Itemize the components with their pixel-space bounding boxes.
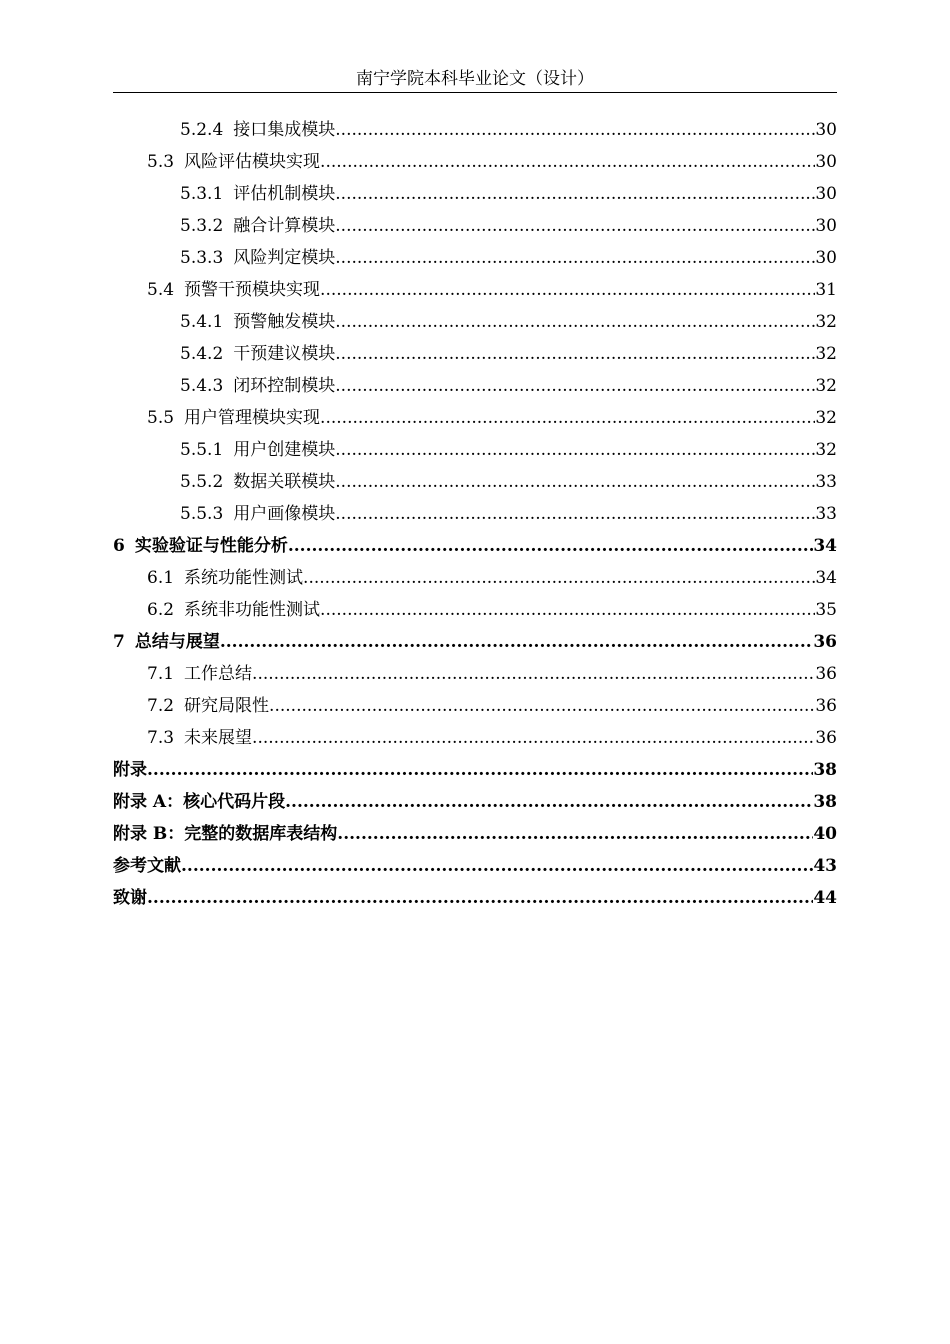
toc-page-number: 30 — [815, 120, 837, 140]
toc-title: 附录 — [113, 760, 147, 780]
toc-title: 预警干预模块实现 — [184, 280, 321, 300]
toc-number: 5.3.1 — [180, 184, 224, 204]
toc-page-number: 40 — [813, 824, 837, 844]
toc-page-number: 33 — [815, 504, 837, 524]
dot-leader — [335, 466, 815, 498]
toc-title: 参考文献 — [113, 856, 181, 876]
dot-leader — [335, 370, 815, 402]
toc-title: 系统非功能性测试 — [184, 600, 321, 620]
toc-entry[interactable] — [113, 722, 837, 754]
toc-chapter-entry[interactable] — [113, 818, 837, 850]
table-of-contents — [113, 114, 837, 914]
toc-chapter-entry[interactable] — [113, 786, 837, 818]
toc-number: 5.3 — [147, 152, 175, 172]
toc-entry[interactable] — [113, 658, 837, 690]
toc-entry[interactable] — [113, 370, 837, 402]
toc-entry[interactable] — [113, 562, 837, 594]
toc-page-number: 36 — [815, 696, 837, 716]
dot-leader — [335, 242, 815, 274]
toc-title: 总结与展望 — [134, 632, 220, 652]
dot-leader — [337, 818, 813, 850]
toc-entry[interactable] — [113, 306, 837, 338]
toc-page-number: 43 — [813, 856, 837, 876]
toc-number: 7.1 — [147, 664, 175, 684]
toc-number: 6.1 — [147, 568, 175, 588]
toc-number: 5.4 — [147, 280, 175, 300]
toc-number: 5.5.3 — [180, 504, 224, 524]
toc-title: 风险判定模块 — [233, 248, 336, 268]
toc-number: 7.3 — [147, 728, 175, 748]
toc-title: 未来展望 — [184, 728, 253, 748]
toc-number: 5.2.4 — [180, 120, 224, 140]
toc-number: 5.5 — [147, 408, 175, 428]
toc-title: 数据关联模块 — [233, 472, 336, 492]
toc-title: 附录 A：核心代码片段 — [113, 792, 286, 812]
toc-page-number: 44 — [813, 888, 837, 908]
toc-entry[interactable] — [113, 178, 837, 210]
toc-page-number: 33 — [815, 472, 837, 492]
toc-title: 工作总结 — [184, 664, 253, 684]
toc-page-number: 35 — [815, 600, 837, 620]
dot-leader — [335, 498, 815, 530]
dot-leader — [147, 882, 813, 914]
toc-number: 5.3.2 — [180, 216, 224, 236]
dot-leader — [252, 658, 815, 690]
dot-leader — [335, 114, 815, 146]
toc-entry[interactable] — [113, 210, 837, 242]
toc-page-number: 34 — [815, 568, 837, 588]
toc-page-number: 32 — [815, 408, 837, 428]
toc-number: 5.5.2 — [180, 472, 224, 492]
toc-title: 附录 B：完整的数据库表结构 — [113, 824, 338, 844]
dot-leader — [335, 306, 815, 338]
toc-number: 7.2 — [147, 696, 175, 716]
toc-page-number: 31 — [815, 280, 837, 300]
toc-title: 用户画像模块 — [233, 504, 336, 524]
toc-title: 预警触发模块 — [233, 312, 336, 332]
dot-leader — [147, 754, 813, 786]
toc-page-number: 34 — [813, 536, 837, 556]
toc-number: 5.4.2 — [180, 344, 224, 364]
toc-entry[interactable] — [113, 690, 837, 722]
toc-page-number: 32 — [815, 344, 837, 364]
toc-page-number: 36 — [813, 632, 837, 652]
toc-chapter-entry[interactable] — [113, 626, 837, 658]
toc-page-number: 32 — [815, 312, 837, 332]
header-title: 南宁学院本科毕业论文（设计） — [356, 69, 594, 89]
toc-page-number: 30 — [815, 248, 837, 268]
toc-title: 融合计算模块 — [233, 216, 336, 236]
dot-leader — [269, 690, 815, 722]
toc-title: 评估机制模块 — [233, 184, 336, 204]
toc-title: 致谢 — [113, 888, 147, 908]
toc-number: 6 — [113, 536, 125, 556]
toc-entry[interactable] — [113, 242, 837, 274]
dot-leader — [320, 274, 815, 306]
toc-entry[interactable] — [113, 146, 837, 178]
toc-entry[interactable] — [113, 466, 837, 498]
toc-title: 系统功能性测试 — [184, 568, 304, 588]
toc-title: 研究局限性 — [184, 696, 270, 716]
dot-leader — [303, 562, 815, 594]
dot-leader — [220, 626, 813, 658]
dot-leader — [252, 722, 815, 754]
toc-entry[interactable] — [113, 338, 837, 370]
toc-title: 风险评估模块实现 — [184, 152, 321, 172]
toc-entry[interactable] — [113, 402, 837, 434]
dot-leader — [335, 338, 815, 370]
toc-entry[interactable] — [113, 498, 837, 530]
toc-number: 6.2 — [147, 600, 175, 620]
dot-leader — [335, 210, 815, 242]
toc-chapter-entry[interactable] — [113, 882, 837, 914]
toc-entry[interactable] — [113, 114, 837, 146]
toc-page-number: 38 — [813, 792, 837, 812]
dot-leader — [335, 434, 815, 466]
toc-number: 5.4.1 — [180, 312, 224, 332]
dot-leader — [320, 594, 815, 626]
dot-leader — [181, 850, 813, 882]
dot-leader — [320, 402, 815, 434]
page-header — [113, 66, 837, 93]
toc-page-number: 30 — [815, 152, 837, 172]
dot-leader — [335, 178, 815, 210]
toc-entry[interactable] — [113, 594, 837, 626]
toc-page-number: 32 — [815, 376, 837, 396]
dot-leader — [285, 786, 813, 818]
toc-entry[interactable] — [113, 434, 837, 466]
toc-chapter-entry[interactable] — [113, 850, 837, 882]
dot-leader — [320, 146, 815, 178]
toc-entry[interactable] — [113, 274, 837, 306]
toc-title: 用户管理模块实现 — [184, 408, 321, 428]
toc-number: 7 — [113, 632, 125, 652]
toc-page-number: 30 — [815, 184, 837, 204]
toc-chapter-entry[interactable] — [113, 754, 837, 786]
toc-number: 5.3.3 — [180, 248, 224, 268]
toc-page-number: 38 — [813, 760, 837, 780]
toc-page-number: 30 — [815, 216, 837, 236]
toc-title: 用户创建模块 — [233, 440, 336, 460]
toc-title: 闭环控制模块 — [233, 376, 336, 396]
toc-number: 5.4.3 — [180, 376, 224, 396]
toc-page-number: 36 — [815, 664, 837, 684]
toc-page-number: 32 — [815, 440, 837, 460]
toc-title: 实验验证与性能分析 — [134, 536, 288, 556]
toc-title: 干预建议模块 — [233, 344, 336, 364]
toc-chapter-entry[interactable] — [113, 530, 837, 562]
dot-leader — [288, 530, 813, 562]
toc-title: 接口集成模块 — [233, 120, 336, 140]
toc-number: 5.5.1 — [180, 440, 224, 460]
toc-page-number: 36 — [815, 728, 837, 748]
